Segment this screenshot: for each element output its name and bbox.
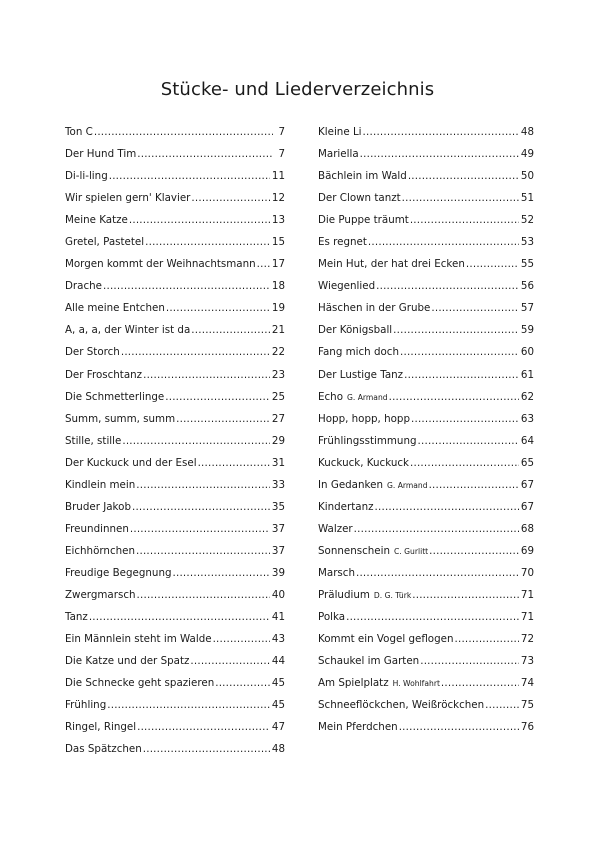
toc-entry-page-number: 31 <box>271 456 285 469</box>
dot-leader <box>137 721 270 733</box>
toc-entry-title: Die Schmetterlinge <box>65 390 165 403</box>
toc-entry <box>65 148 285 170</box>
dot-leader <box>109 170 270 182</box>
toc-entry-page-number: 60 <box>520 346 534 359</box>
toc-entry-page-number: 37 <box>271 522 285 535</box>
dot-leader <box>136 545 270 557</box>
toc-entry <box>65 192 285 214</box>
toc-entry <box>318 677 534 699</box>
dot-leader <box>485 699 519 711</box>
toc-entry-title: Mein Pferdchen <box>318 721 398 734</box>
toc-entry-title: Marsch <box>318 566 355 579</box>
toc-entry-page-number: 59 <box>520 324 534 337</box>
toc-entry <box>65 677 285 699</box>
toc-entry <box>318 589 534 611</box>
dot-leader <box>121 346 270 358</box>
toc-entry-page-number: 7 <box>278 126 285 138</box>
toc-entry-title: A, a, a, der Winter ist da <box>65 324 191 337</box>
toc-entry-title: Schaukel im Garten <box>318 655 420 668</box>
toc-entry-page-number: 37 <box>271 544 285 557</box>
toc-entry-composer: D. G. Türk <box>373 590 412 600</box>
toc-entry-title: Die Schnecke geht spazieren <box>65 677 215 690</box>
toc-entry-title: Wir spielen gern' Klavier <box>65 192 191 205</box>
toc-entry-title: Drache <box>65 280 102 293</box>
toc-entry <box>65 214 285 236</box>
toc-entry-page-number: 45 <box>271 677 285 690</box>
dot-leader <box>404 369 519 381</box>
toc-entry <box>65 655 285 677</box>
dot-leader <box>136 479 270 491</box>
toc-entry <box>65 435 285 457</box>
toc-entry-title: Frühling <box>65 699 107 712</box>
toc-entry-page-number: 47 <box>271 721 285 734</box>
toc-entry <box>318 611 534 633</box>
dot-leader <box>257 258 270 270</box>
toc-entry-page-number: 17 <box>271 258 285 271</box>
dot-leader <box>429 479 519 491</box>
toc-entry <box>65 391 285 413</box>
dot-leader <box>191 192 269 204</box>
toc-entry-title: Freundinnen <box>65 522 129 535</box>
toc-entry-page-number: 45 <box>271 699 285 712</box>
toc-entry <box>318 479 534 501</box>
toc-entry-composer: C. Gurlitt <box>394 546 429 556</box>
dot-leader <box>354 523 519 535</box>
toc-entry-title: Fang mich doch <box>318 346 399 359</box>
toc-entry-page-number: 65 <box>520 456 534 469</box>
dot-leader <box>455 633 519 645</box>
toc-entry <box>65 236 285 258</box>
dot-leader <box>412 589 519 601</box>
toc-entry-composer: G. Armand <box>386 480 428 490</box>
toc-entry-title: Summ, summ, summ <box>65 412 176 425</box>
toc-entry-title: Freudige Begegnung <box>65 566 172 579</box>
toc-entry-title: Bruder Jakob <box>65 500 131 513</box>
toc-entry-title: Ton C <box>65 126 93 138</box>
toc-entry-title: In Gedanken <box>318 478 383 491</box>
toc-entry-title: Schneeflöckchen, Weißröckchen <box>318 699 485 712</box>
toc-entry-composer: G. Armand <box>347 392 388 402</box>
toc-entry-page-number: 55 <box>520 258 534 271</box>
toc-entry-page-number: 50 <box>520 170 534 183</box>
dot-leader <box>176 413 270 425</box>
toc-entry <box>65 413 285 435</box>
toc-entry <box>318 126 534 148</box>
toc-entry <box>65 611 285 633</box>
toc-entry <box>65 170 285 192</box>
toc-entry <box>65 457 285 479</box>
toc-entry-title: Zwergmarsch <box>65 588 136 601</box>
toc-entry-page-number: 73 <box>520 655 534 668</box>
toc-entry-title: Der Clown tanzt <box>318 192 401 205</box>
dot-leader <box>107 699 270 711</box>
dot-leader <box>137 589 270 601</box>
dot-leader <box>420 655 519 667</box>
toc-entry-title: Die Katze und der Spatz <box>65 655 190 668</box>
toc-entry <box>318 457 534 479</box>
toc-entry <box>318 258 534 280</box>
dot-leader <box>389 391 519 403</box>
toc-entry <box>65 258 285 280</box>
toc-entry-page-number: 57 <box>520 302 534 315</box>
dot-leader <box>130 523 270 535</box>
toc-entry-page-number: 67 <box>520 478 534 491</box>
dot-leader <box>408 170 519 182</box>
toc-entry <box>65 523 285 545</box>
toc-entry-page-number: 49 <box>520 148 534 161</box>
dot-leader <box>103 280 270 292</box>
dot-leader <box>122 435 270 447</box>
dot-leader <box>165 391 270 403</box>
toc-entry-title: Mein Hut, der hat drei Ecken <box>318 258 465 271</box>
dot-leader <box>431 302 519 314</box>
dot-leader <box>143 743 270 755</box>
toc-entry-title: Echo <box>318 390 343 403</box>
toc-entry-page-number: 19 <box>271 302 285 315</box>
dot-leader <box>399 721 519 733</box>
toc-entry <box>65 126 285 148</box>
toc-entry-title: Der Lustige Tanz <box>318 368 404 381</box>
toc-entry-page-number: 56 <box>520 280 534 293</box>
toc-entry-page-number: 41 <box>271 611 285 624</box>
toc-entry <box>65 324 285 346</box>
toc-entry-page-number: 11 <box>271 170 285 183</box>
toc-entry-page-number: 33 <box>271 478 285 491</box>
dot-leader <box>441 677 519 689</box>
toc-entry <box>65 589 285 611</box>
dot-leader <box>137 148 273 160</box>
toc-entry-title: Ringel, Ringel <box>65 721 137 734</box>
toc-entry-title: Eichhörnchen <box>65 544 136 557</box>
toc-entry-title: Morgen kommt der Weihnachtsmann <box>65 258 256 271</box>
toc-entry-page-number: 44 <box>271 655 285 668</box>
toc-entry-title: Hopp, hopp, hopp <box>318 412 411 425</box>
toc-entry <box>65 302 285 324</box>
toc-entry <box>318 170 534 192</box>
toc-entry-page-number: 27 <box>271 412 285 425</box>
toc-entry-title: Walzer <box>318 522 353 535</box>
toc-entry-page-number: 51 <box>520 192 534 205</box>
dot-leader <box>166 302 270 314</box>
toc-entry-title: Di-li-ling <box>65 170 108 183</box>
toc-entry-title: Kleine Li <box>318 126 362 138</box>
toc-entry-page-number: 40 <box>271 588 285 601</box>
toc-entry-page-number: 70 <box>520 566 534 579</box>
dot-leader <box>410 457 519 469</box>
dot-leader <box>356 567 519 579</box>
toc-entry-title: Bächlein im Wald <box>318 170 407 183</box>
toc-entry <box>318 413 534 435</box>
toc-entry-page-number: 15 <box>271 236 285 249</box>
toc-entry-page-number: 64 <box>520 434 534 447</box>
toc-entry-page-number: 52 <box>520 214 534 227</box>
toc-entry-title: Der Kuckuck und der Esel <box>65 456 197 469</box>
toc-entry-page-number: 12 <box>271 192 285 205</box>
dot-leader <box>94 126 273 138</box>
toc-entry <box>65 479 285 501</box>
toc-entry <box>318 567 534 589</box>
toc-entry-title: Gretel, Pastetel <box>65 236 145 249</box>
toc-entry-page-number: 67 <box>520 500 534 513</box>
toc-entry-title: Es regnet <box>318 236 367 249</box>
toc-entry-title: Das Spätzchen <box>65 743 142 756</box>
toc-entry-page-number: 43 <box>271 633 285 646</box>
toc-entry-title: Der Froschtanz <box>65 368 143 381</box>
toc-entry <box>318 148 534 170</box>
dot-leader <box>143 369 270 381</box>
toc-entry-page-number: 29 <box>271 434 285 447</box>
toc-entry <box>318 501 534 523</box>
dot-leader <box>466 258 519 270</box>
toc-entry-page-number: 23 <box>271 368 285 381</box>
toc-entry-page-number: 21 <box>271 324 285 337</box>
toc-entry-title: Am Spielplatz <box>318 677 389 690</box>
toc-entry <box>65 369 285 391</box>
toc-entry <box>318 655 534 677</box>
dot-leader <box>129 214 270 226</box>
toc-entry-page-number: 61 <box>520 368 534 381</box>
dot-leader <box>410 214 519 226</box>
dot-leader <box>375 501 519 513</box>
toc-entry-page-number: 72 <box>520 633 534 646</box>
toc-entry-title: Der Hund Tim <box>65 148 137 161</box>
toc-entry <box>318 435 534 457</box>
toc-entry <box>65 545 285 567</box>
toc-entry-page-number: 71 <box>520 611 534 624</box>
dot-leader <box>190 655 269 667</box>
dot-leader <box>418 435 519 447</box>
toc-entry-title: Sonnenschein <box>318 544 391 557</box>
dot-leader <box>213 633 270 645</box>
toc-entry <box>318 523 534 545</box>
dot-leader <box>429 545 519 557</box>
toc-entry <box>318 699 534 721</box>
toc-entry-page-number: 53 <box>520 236 534 249</box>
toc-entry-page-number: 62 <box>520 390 534 403</box>
toc-entry <box>65 567 285 589</box>
toc-entry <box>318 192 534 214</box>
toc-entry-title: Mariella <box>318 148 359 161</box>
dot-leader <box>393 324 519 336</box>
dot-leader <box>145 236 270 248</box>
toc-entry <box>65 699 285 721</box>
toc-entry-title: Alle meine Entchen <box>65 302 165 315</box>
dot-leader <box>376 280 519 292</box>
toc-entry-title: Der Königsball <box>318 324 393 337</box>
toc-right-column <box>318 126 534 743</box>
toc-entry <box>318 302 534 324</box>
toc-entry-title: Wiegenlied <box>318 280 376 293</box>
toc-entry <box>65 501 285 523</box>
dot-leader <box>400 346 519 358</box>
toc-entry-page-number: 35 <box>271 500 285 513</box>
toc-entry-page-number: 7 <box>278 148 285 161</box>
dot-leader <box>402 192 519 204</box>
dot-leader <box>89 611 270 623</box>
toc-entry-page-number: 76 <box>520 721 534 734</box>
dot-leader <box>368 236 519 248</box>
toc-entry-title: Ein Männlein steht im Walde <box>65 633 212 646</box>
toc-entry-composer: H. Wohlfahrt <box>392 679 440 689</box>
toc-entry-page-number: 71 <box>520 588 534 601</box>
toc-entry-title: Polka <box>318 611 346 624</box>
toc-entry <box>318 346 534 368</box>
toc-entry <box>318 633 534 655</box>
toc-entry <box>318 545 534 567</box>
toc-entry-page-number: 22 <box>271 346 285 359</box>
toc-entry-page-number: 69 <box>520 544 534 557</box>
toc-entry-page-number: 48 <box>520 126 534 138</box>
toc-entry-page-number: 74 <box>520 677 534 690</box>
toc-entry <box>65 743 285 765</box>
toc-entry-page-number: 13 <box>271 214 285 227</box>
toc-entry-title: Die Puppe träumt <box>318 214 409 227</box>
toc-entry-title: Tanz <box>65 611 88 624</box>
toc-entry <box>318 391 534 413</box>
toc-entry-title: Kindertanz <box>318 500 374 513</box>
dot-leader <box>198 457 270 469</box>
dot-leader <box>363 126 519 138</box>
toc-entry-title: Der Storch <box>65 346 120 359</box>
dot-leader <box>411 413 519 425</box>
dot-leader <box>132 501 270 513</box>
toc-entry <box>318 324 534 346</box>
toc-entry <box>318 214 534 236</box>
toc-entry <box>318 721 534 743</box>
toc-entry-page-number: 75 <box>520 699 534 712</box>
toc-entry-page-number: 39 <box>271 566 285 579</box>
toc-entry <box>65 346 285 368</box>
toc-entry-title: Kindlein mein <box>65 478 136 491</box>
toc-entry-title: Kommt ein Vogel geflogen <box>318 633 454 646</box>
toc-entry-title: Frühlingsstimmung <box>318 434 417 447</box>
toc-entry-page-number: 48 <box>271 743 285 756</box>
page-title: Stücke- und Liederverzeichnis <box>160 79 435 100</box>
toc-entry-page-number: 68 <box>520 522 534 535</box>
toc-entry <box>65 721 285 743</box>
toc-left-column <box>65 126 285 765</box>
toc-entry-page-number: 18 <box>271 280 285 293</box>
dot-leader <box>215 677 270 689</box>
toc-entry-title: Kuckuck, Kuckuck <box>318 456 409 469</box>
toc-entry <box>318 280 534 302</box>
dot-leader <box>360 148 519 160</box>
dot-leader <box>191 324 270 336</box>
toc-entry-title: Stille, stille <box>65 434 122 447</box>
toc-entry-title: Häschen in der Grube <box>318 302 431 315</box>
toc-entry <box>318 236 534 258</box>
toc-entry-title: Meine Katze <box>65 214 128 227</box>
toc-entry-page-number: 63 <box>520 412 534 425</box>
dot-leader <box>173 567 270 579</box>
dot-leader <box>346 611 519 623</box>
toc-entry-title: Präludium <box>318 588 370 601</box>
toc-entry <box>318 369 534 391</box>
toc-entry <box>65 280 285 302</box>
toc-entry-page-number: 25 <box>271 390 285 403</box>
toc-entry <box>65 633 285 655</box>
